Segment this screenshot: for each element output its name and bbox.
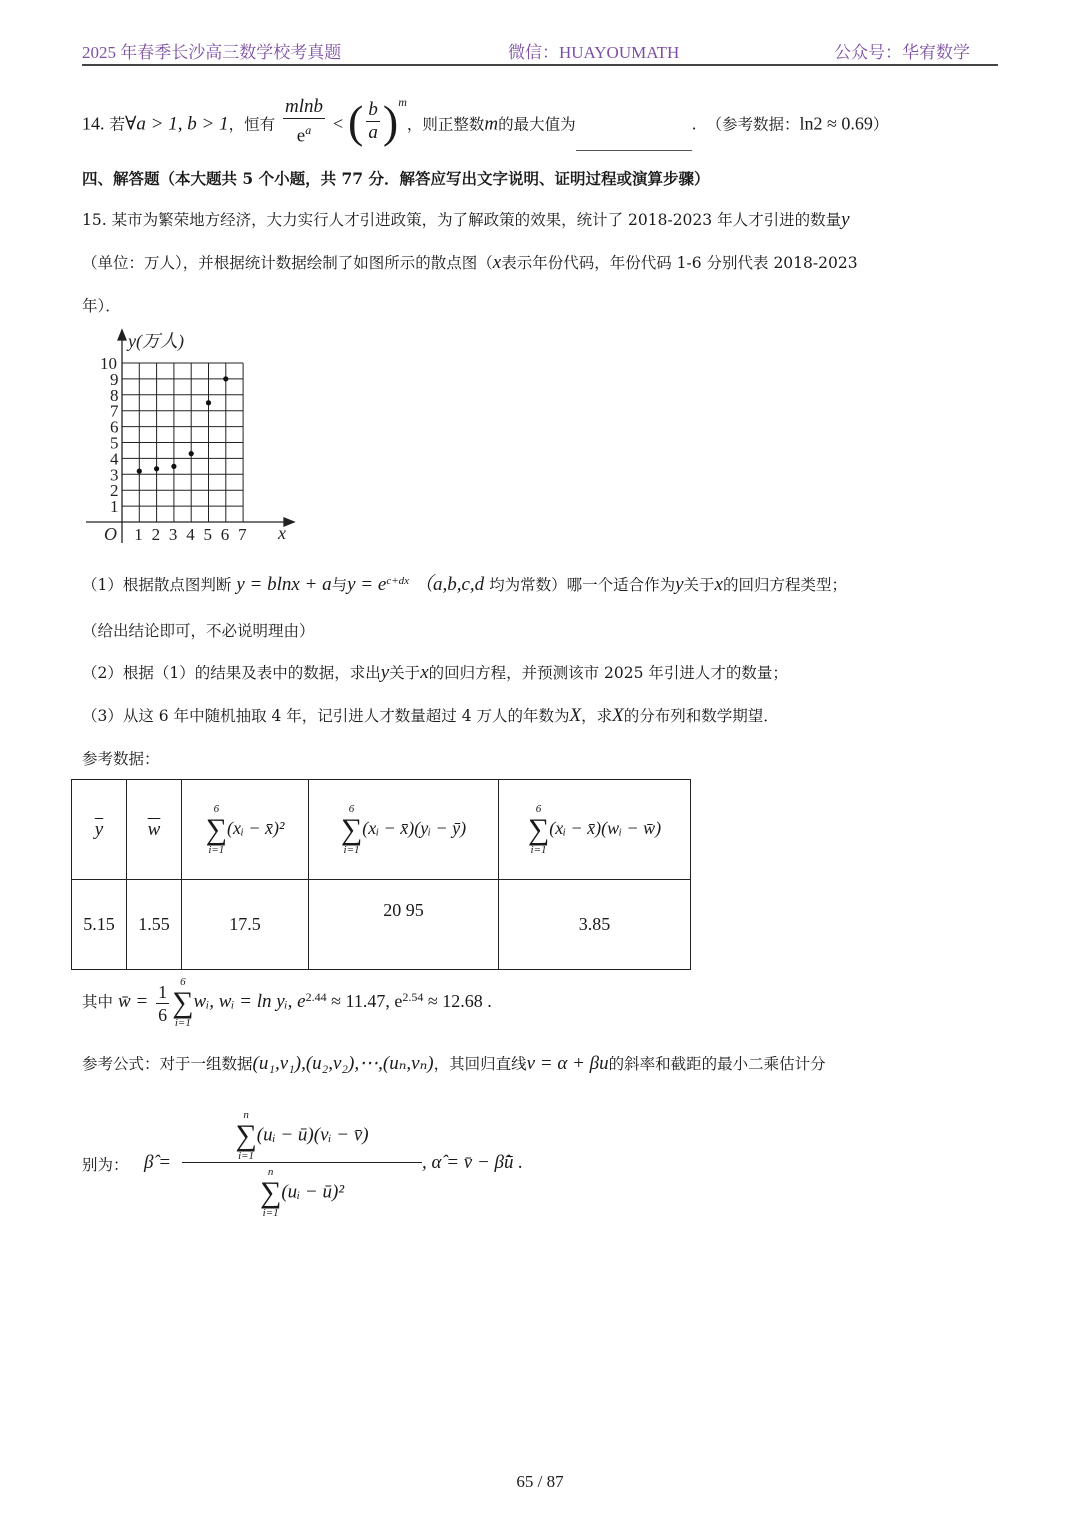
svg-text:7: 7 [238,525,247,544]
section-title: 四、解答题（本大题共 5 个小题，共 77 分．解答应写出文字说明、证明过程或演算步骤） [82,169,710,188]
question-14: 14. 若∀a > 1, b > 1，恒有 $\frac{mlnb}{e^a}$ < ( $\frac{b}{a}$ )$^m$，则正整数m的最大值为 . （参考数据：ln2 ≈ 0.69） [82,100,888,151]
svg-text:1: 1 [110,497,119,517]
svg-text:5: 5 [203,525,212,544]
header-wechat: 微信：HUAYOUMATH [508,43,680,62]
least-squares-formula: 别为： β̂ = n ∑ i=1 (uᵢ − ū)(vᵢ − v̄) n ∑ i=1 (uᵢ − ū)² , α̂ = v̄ − β̂ū . [82,1110,582,1230]
origin-label: O [104,524,117,544]
reference-data-table [71,779,691,970]
chart-points [137,376,229,473]
svg-text:6: 6 [220,525,230,544]
beta-fraction: n ∑ i=1 (uᵢ − ū)(vᵢ − v̄) n ∑ i=1 (uᵢ − ū)² [182,1110,422,1225]
formula-intro: 参考公式：对于一组数据(u₁,v₁),(u₂,v₂),⋯,(uₙ,vₙ)，其回归直线v = α + βu的斜率和截距的最小二乘估计分 [82,1053,826,1074]
svg-text:5: 5 [110,433,119,453]
svg-text:8: 8 [110,385,119,405]
svg-text:6: 6 [110,417,119,437]
x-axis-label: x [278,523,286,543]
header-sum-xy: 6 ∑ i=1 (xᵢ − x̄)(yᵢ − ȳ) [309,780,499,880]
table-row [72,880,691,970]
header-y-bar: $\overline{y}$ [72,780,127,880]
svg-text:2: 2 [110,481,119,501]
svg-text:10: 10 [100,354,117,373]
q15-line1: 15. 某市为繁荣地方经济，大力实行人才引进政策，为了解政策的效果，统计了 2018-2023 年人才引进的数量y [82,209,850,230]
value-y-bar: 5.15 [72,880,127,970]
q15-part3: （3）从这 6 年中随机抽取 4 年，记引进人才数量超过 4 万人的年数为X，求X的分布列和数学期望． [82,705,779,726]
value-sum-xw: 3.85 [499,880,691,970]
header-official-account: 公众号：华宥数学 [834,43,970,62]
value-sum-xy: 20 95 [309,880,499,970]
header-sum-xw: 6 ∑ i=1 (xᵢ − x̄)(wᵢ − w̄) [499,780,691,880]
table-header-row [72,780,691,880]
q14-condition: ∀a > 1, b > 1 [124,113,229,135]
chart-grid [122,363,243,522]
page-number: 65 / 87 [516,1472,564,1491]
svg-text:9: 9 [110,369,119,389]
svg-text:3: 3 [110,465,119,485]
svg-text:3: 3 [168,525,178,544]
header-sum-xx: 6 ∑ i=1 (xᵢ − x̄)² [182,780,309,880]
header-title: 2025 年春季长沙高三数学校考真题 [82,43,342,62]
svg-text:4: 4 [186,525,195,544]
reference-data-label: 参考数据： [82,750,160,768]
scatter-plot [82,325,302,550]
header-w-bar: $\overline{w}$ [127,780,182,880]
page-header [82,38,998,64]
value-sum-xx: 17.5 [182,880,309,970]
header-divider [82,64,998,66]
q14-rhs-fraction: $\frac{b}{a}$ [368,99,378,144]
w-definition: 其中 w̄ = $\frac{1}{6}$ 6 ∑ i=1 wᵢ, wᵢ = ln yᵢ, $e^{2.44} \approx 11.47$, $e^{2.54} \approx 12.68$ . [82,976,492,1030]
q15-part2: （2）根据（1）的结果及表中的数据，求出y关于x的回归方程，并预测该市 2025 年引进人才的数量； [82,662,788,683]
q15-part1: （1）根据散点图判断 y = blnx + a与$y = e^{c+dx}$ （a,b,c,d 均为常数）哪一个适合作为y关于x的回归方程类型； [82,574,847,596]
value-w-bar: 1.55 [127,880,182,970]
svg-text:4: 4 [110,449,119,469]
q15-line2: （单位：万人），并根据统计数据绘制了如图所示的散点图（x表示年份代码，年份代码 1-6 分别代表 2018-2023 [82,252,858,273]
q15-part1-note: （给出结论即可，不必说明理由） [82,622,315,640]
svg-text:2: 2 [151,525,161,544]
svg-text:1: 1 [134,525,143,544]
answer-blank[interactable] [576,132,692,151]
q15-line3: 年）． [82,297,121,315]
y-axis-label: y(万人) [128,331,184,351]
svg-text:7: 7 [110,401,119,421]
q14-lhs-fraction: $\frac{mlnb}{e^a}$ [285,96,324,147]
